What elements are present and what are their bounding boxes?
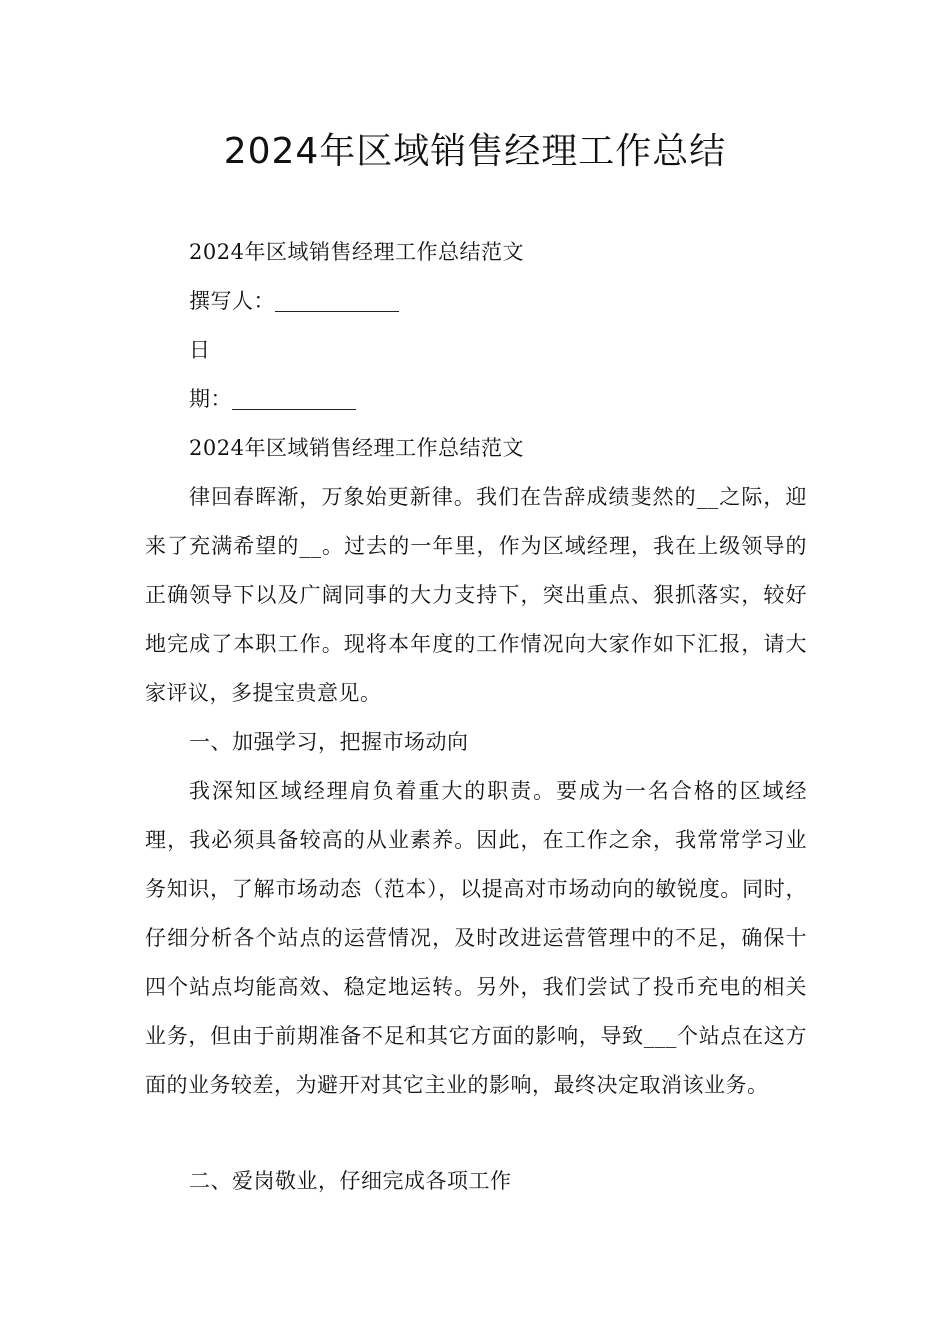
spacer	[145, 1110, 807, 1157]
document-subtitle-repeat: 2024年区域销售经理工作总结范文	[189, 436, 524, 460]
document-subtitle: 2024年区域销售经理工作总结范文	[189, 240, 524, 264]
section1-paragraph: 我深知区域经理肩负着重大的职责。要成为一名合格的区域经理，我必须具备较高的从业素养。因此，在工作之余，我常常学习业务知识，了解市场动态（范本），以提高对市场动向的敏锐度。同时，仔细分析各个站点的运营情况，及时改进运营管理中的不足，确保十四个站点均能高效、稳定地运转。另外，我们尝试了投币充电的相关业务，但由于前期准备不足和其它方面的影响，导致___个站点在这方面的业务较差，为避开对其它主业的影响，最终决定取消该业务。	[145, 779, 807, 1097]
author-blank	[275, 291, 399, 312]
author-label: 撰写人：	[189, 289, 275, 313]
date-label: 期：	[189, 387, 232, 411]
date-label-line1: 日	[189, 338, 211, 362]
section1-heading: 一、加强学习，把握市场动向	[189, 730, 469, 754]
intro-paragraph: 律回春晖渐，万象始更新律。我们在告辞成绩斐然的__之际，迎来了充满希望的__。过去的一年里，作为区域经理，我在上级领导的正确领导下以及广阔同事的大力支持下，突出重点、狠抓落实，较好地完成了本职工作。现将本年度的工作情况向大家作如下汇报，请大家评议，多提宝贵意见。	[145, 485, 807, 705]
date-line	[145, 375, 807, 424]
section2-heading: 二、爱岗敬业，仔细完成各项工作	[189, 1169, 512, 1193]
document-title: 2024年区域销售经理工作总结	[223, 131, 727, 172]
date-blank	[232, 389, 356, 410]
author-line	[145, 277, 807, 326]
document-body	[145, 228, 807, 1206]
